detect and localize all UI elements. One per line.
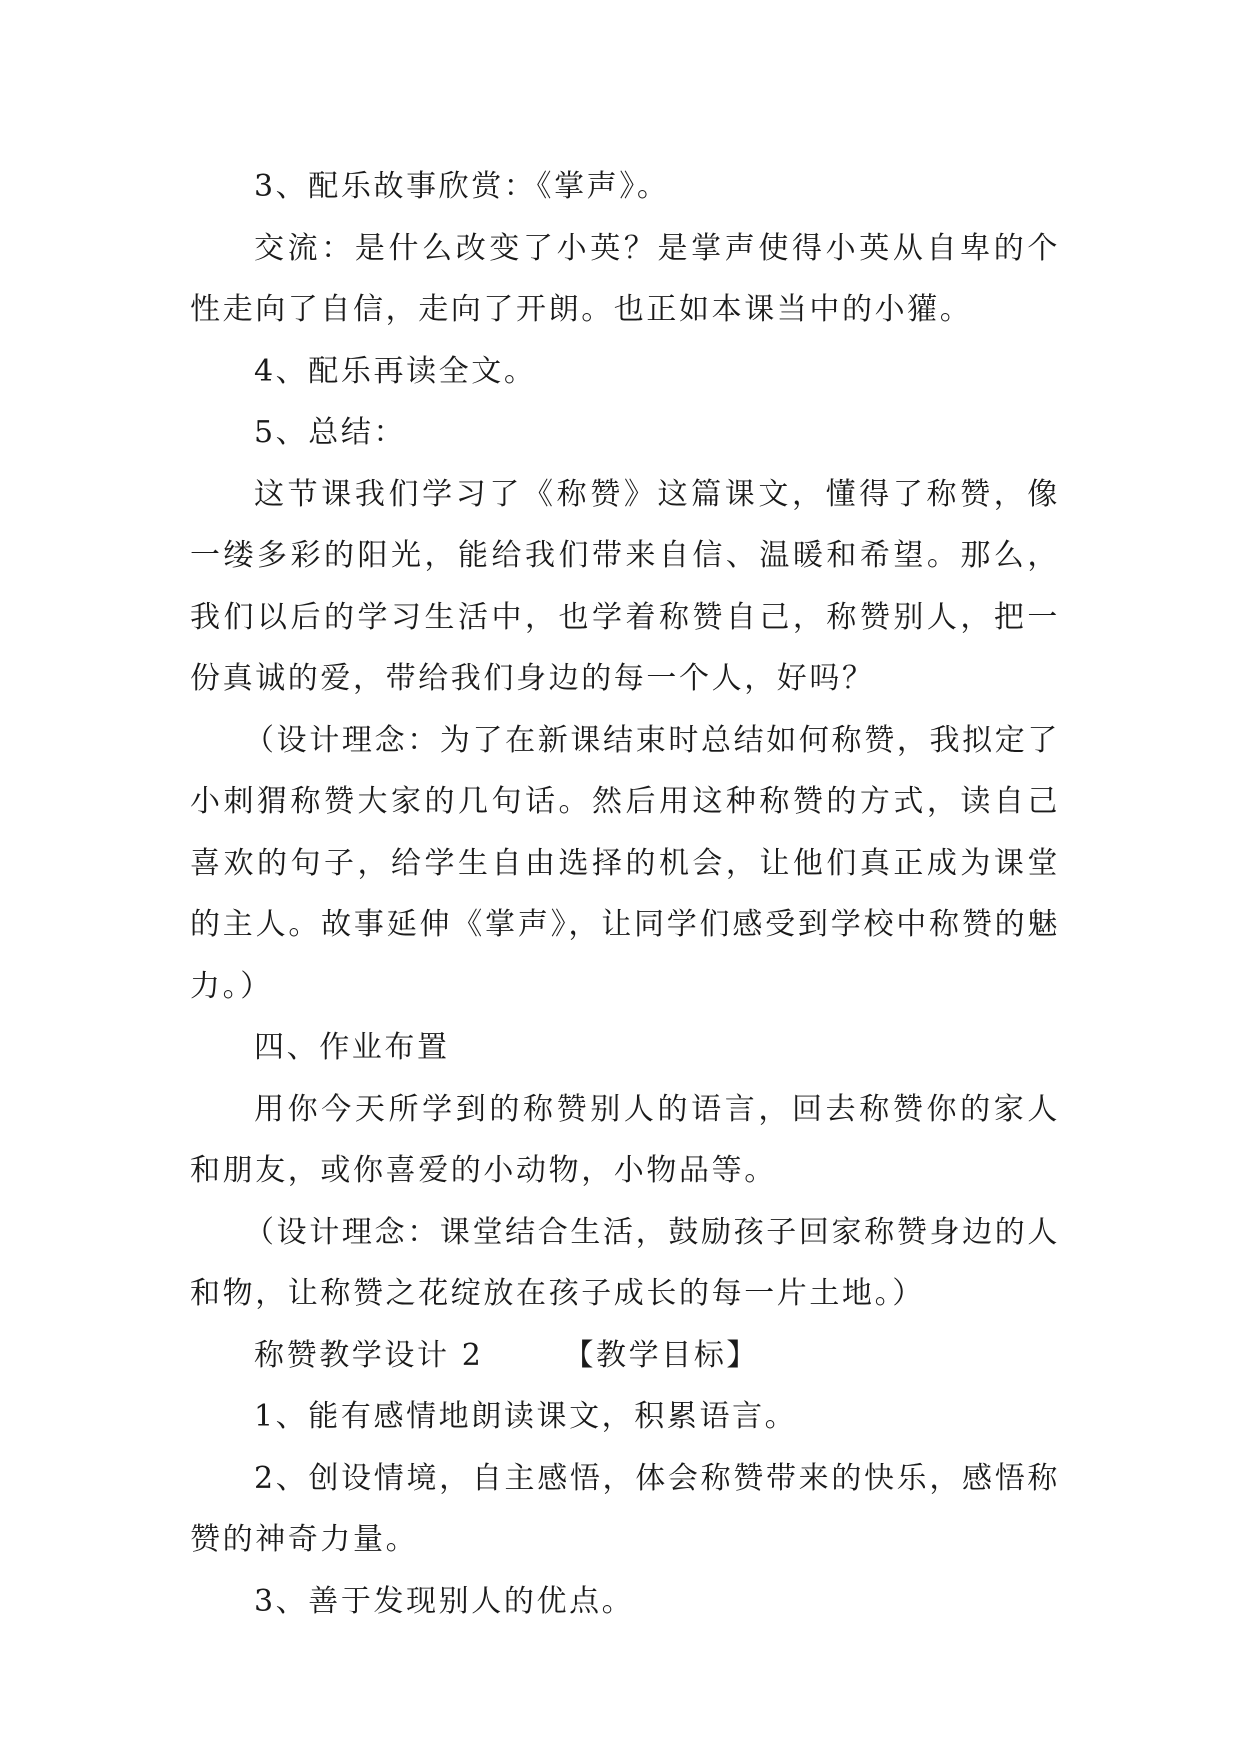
goal-item-2: 2、创设情境，自主感悟，体会称赞带来的快乐，感悟称赞的神奇力量。 [190, 1460, 1060, 1557]
section-title: 称赞教学设计 2 [254, 1337, 484, 1373]
paragraph-discussion: 交流：是什么改变了小英？是掌声使得小英从自卑的个性走向了自信，走向了开朗。也正如本课当中的小獾。 [190, 230, 1060, 327]
section-subtitle: 【教学目标】 [563, 1337, 760, 1373]
paragraph-design-note-2: （设计理念：课堂结合生活，鼓励孩子回家称赞身边的人和物，让称赞之花绽放在孩子成长的每一片土地。） [190, 1214, 1060, 1311]
goal-item-1: 1、能有感情地朗读课文，积累语言。 [254, 1399, 798, 1434]
paragraph-step-3: 3、配乐故事欣赏：《掌声》。 [254, 169, 670, 204]
document-body [190, 156, 1060, 1632]
paragraph-homework-heading: 四、作业布置 [254, 1030, 450, 1065]
paragraph-step-4: 4、配乐再读全文。 [254, 353, 537, 389]
paragraph-summary: 这节课我们学习了《称赞》这篇课文，懂得了称赞，像一缕多彩的阳光，能给我们带来自信、温暖和希望。那么，我们以后的学习生活中，也学着称赞自己，称赞别人，把一份真诚的爱，带给我们身边的每一个人，好吗？ [190, 476, 1060, 696]
paragraph-homework: 用你今天所学到的称赞别人的语言，回去称赞你的家人和朋友，或你喜爱的小动物，小物品等。 [190, 1091, 1060, 1188]
paragraph-step-5: 5、总结： [254, 415, 407, 450]
paragraph-design-note-1: （设计理念：为了在新课结束时总结如何称赞，我拟定了小刺猬称赞大家的几句话。然后用这种称赞的方式，读自己喜欢的句子，给学生自由选择的机会，让他们真正成为课堂的主人。故事延伸《掌声》，让同学们感受到学校中称赞的魅力。） [190, 722, 1060, 1004]
section-heading [190, 1325, 1060, 1387]
goal-item-3: 3、善于发现别人的优点。 [254, 1583, 635, 1619]
